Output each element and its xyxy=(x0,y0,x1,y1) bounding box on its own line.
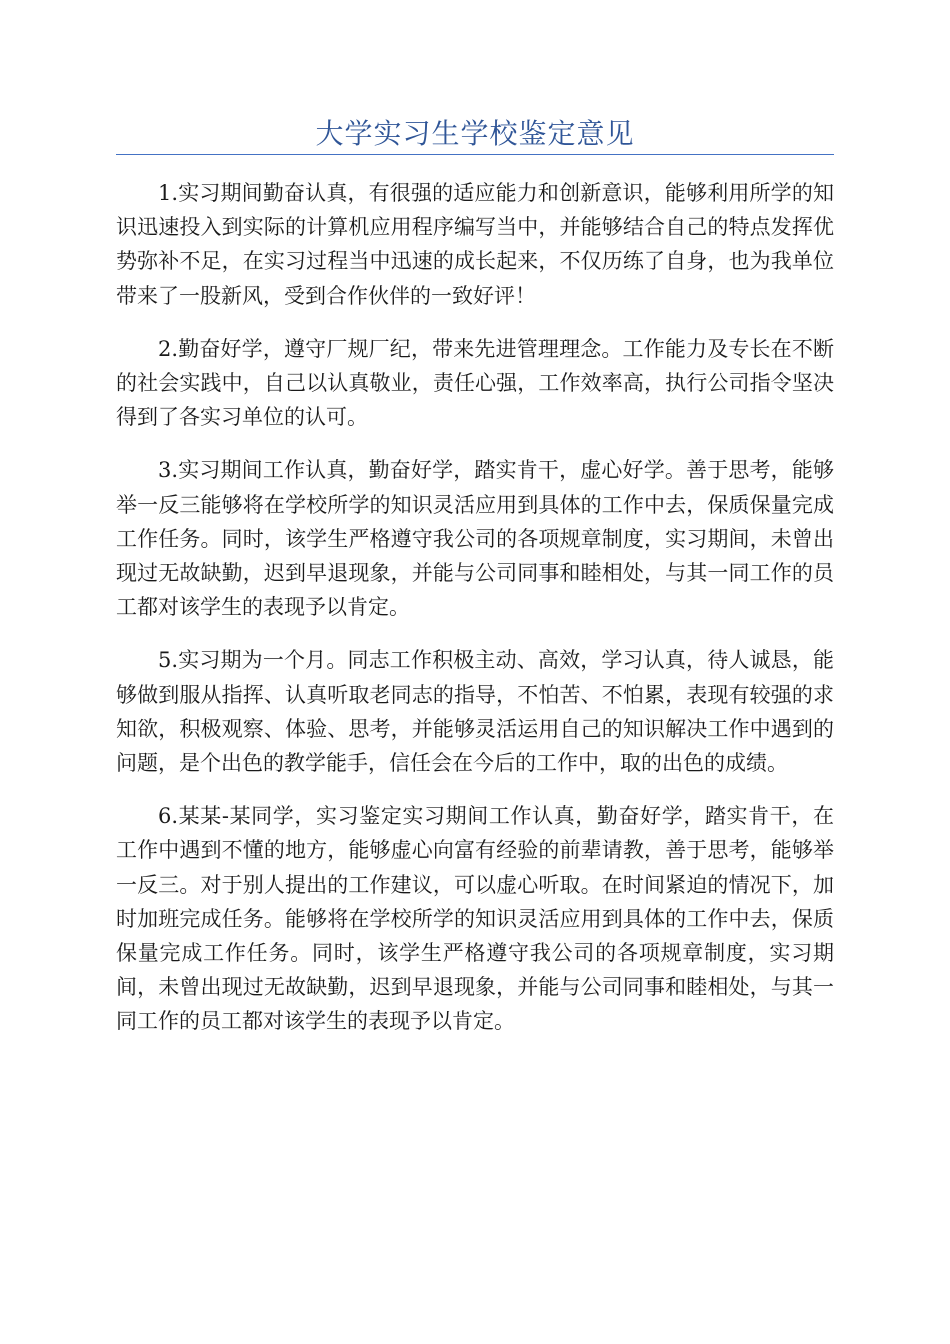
paragraph-5: 5.实习期为一个月。同志工作积极主动、高效，学习认真，待人诚恳，能够做到服从指挥、认真听取老同志的指导，不怕苦、不怕累，表现有较强的求知欲，积极观察、体验、思考，并能够灵活运用自己的知识解决工作中遇到的问题，是个出色的教学能手，信任会在今后的工作中，取的出色的成绩。 xyxy=(116,648,834,776)
paragraph-2: 2.勤奋好学，遵守厂规厂纪，带来先进管理理念。工作能力及专长在不断的社会实践中，自己以认真敬业，责任心强，工作效率高，执行公司指令坚决得到了各实习单位的认可。 xyxy=(116,336,834,430)
paragraph-1: 1.实习期间勤奋认真，有很强的适应能力和创新意识，能够利用所学的知识迅速投入到实际的计算机应用程序编写当中，并能够结合自己的特点发挥优势弥补不足，在实习过程当中迅速的成长起来，不仅历练了自身，也为我单位带来了一股新风，受到合作伙伴的一致好评！ xyxy=(116,181,834,308)
document-body xyxy=(116,176,834,1058)
title-underline xyxy=(116,154,834,155)
paragraph-6: 6.某某-某同学，实习鉴定实习期间工作认真，勤奋好学，踏实肯干，在工作中遇到不懂的地方，能够虚心向富有经验的前辈请教，善于思考，能够举一反三。对于别人提出的工作建议，可以虚心听取。在时间紧迫的情况下，加时加班完成任务。能够将在学校所学的知识灵活应用到具体的工作中去，保质保量完成工作任务。同时，该学生严格遵守我公司的各项规章制度，实习期间，未曾出现过无故缺勤，迟到早退现象，并能与公司同事和睦相处，与其一同工作的员工都对该学生的表现予以肯定。 xyxy=(116,804,834,1034)
paragraph-3: 3.实习期间工作认真，勤奋好学，踏实肯干，虚心好学。善于思考，能够举一反三能够将在学校所学的知识灵活应用到具体的工作中去，保质保量完成工作任务。同时，该学生严格遵守我公司的各项规章制度，实习期间，未曾出现过无故缺勤，迟到早退现象，并能与公司同事和睦相处，与其一同工作的员工都对该学生的表现予以肯定。 xyxy=(116,458,834,620)
document-title: 大学实习生学校鉴定意见 xyxy=(315,117,635,150)
